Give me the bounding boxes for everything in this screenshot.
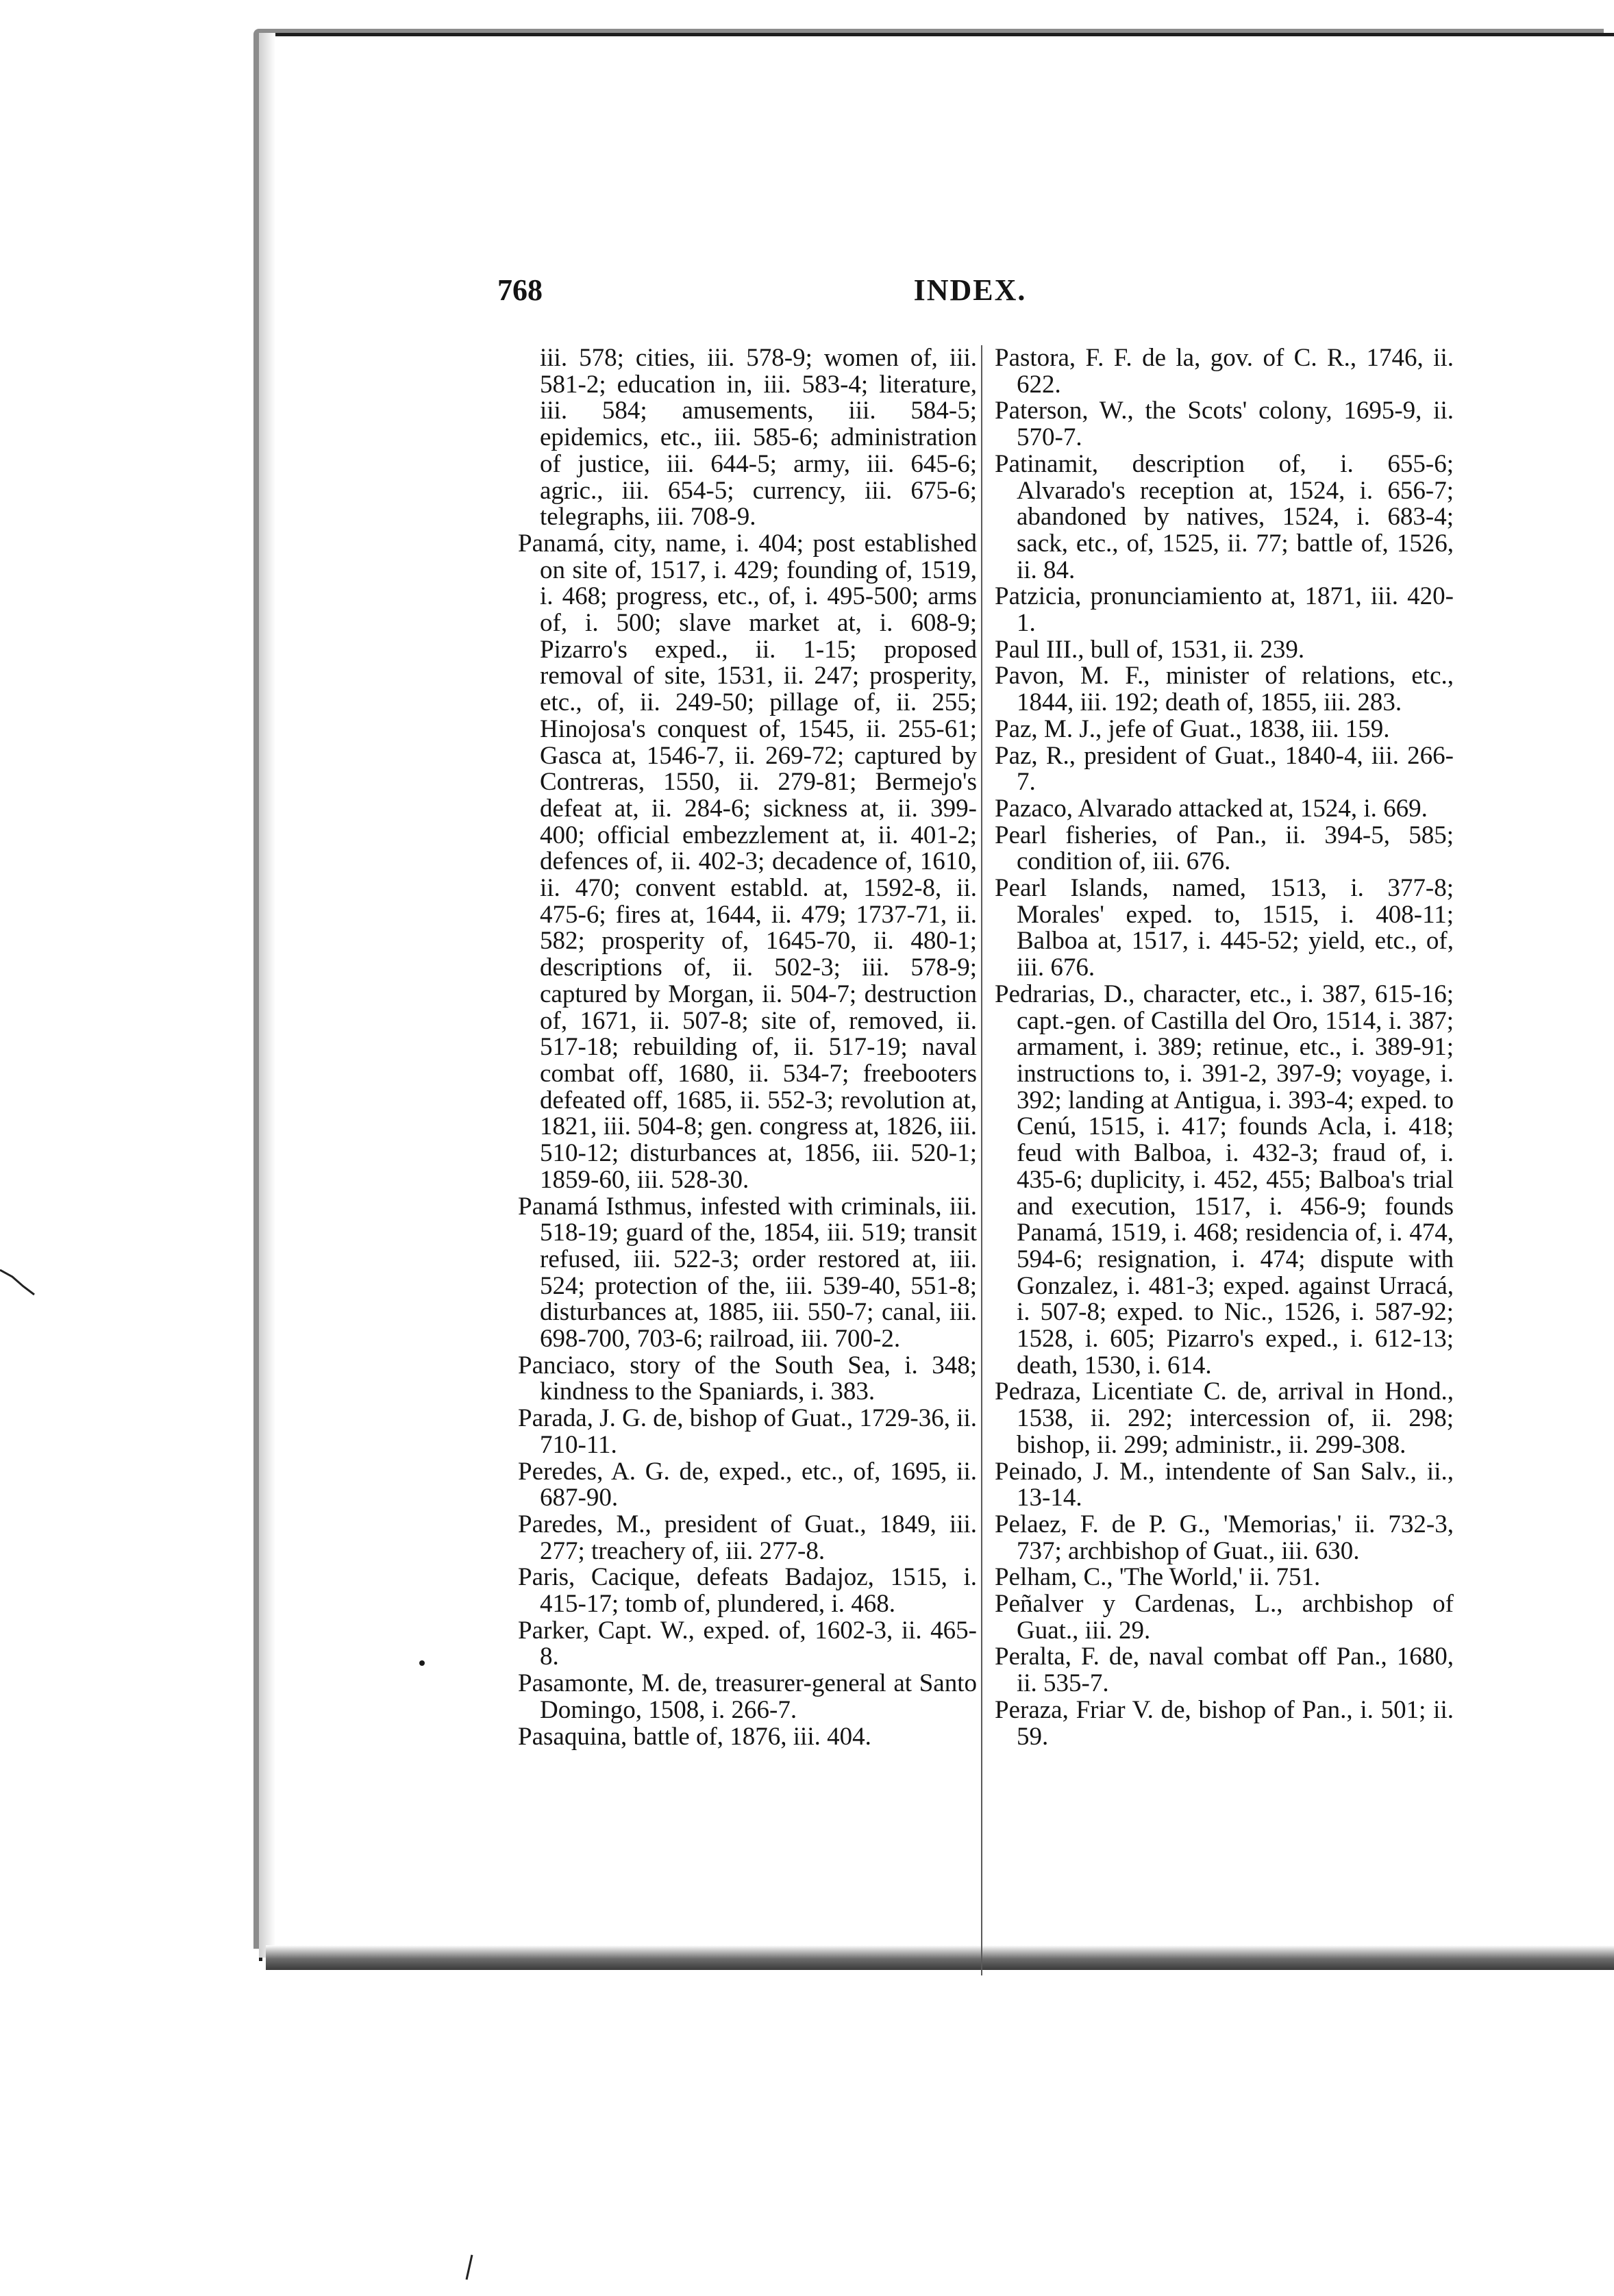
index-entry: Parker, Capt. W., exped. of, 1602-3, ii. 465-8. (518, 1616, 977, 1671)
index-entry: Paredes, M., president of Guat., 1849, iii. 277; treachery of, iii. 277-8. (518, 1510, 977, 1565)
index-entry: Paris, Cacique, defeats Badajoz, 1515, i. 415-17; tomb of, plundered, i. 468. (518, 1563, 977, 1619)
page-header (497, 273, 1443, 314)
index-entry: Peinado, J. M., intendente of San Salv., ii., 13-14. (995, 1457, 1454, 1512)
stray-mark-bottom (464, 2254, 474, 2281)
index-entry: Pedrarias, D., character, etc., i. 387, 615-16; capt.-gen. of Castilla del Oro, 1514, i. 387; armament, i. 389; retinue, etc., i. 389-91; instructions to, i. 391-2, 397-9; voyage, i. 392; landing at Antigua, i. 393-4; exped. to Cenú, 1515, i. 417; founds Acla, i. 418; feud with Balboa, i. 432-3; fraud of, i. 435-6; duplicity, i. 452, 455; Balboa's trial and execution, 1517, i. 456-9; founds Panamá, 1519, i. 468; residencia of, i. 474, 594-6; resignation, i. 474; dispute with Gonzalez, i. 481-3; exped. against Urracá, i. 507-8; exped. to Nic., 1526, i. 587-92; 1528, i. 605; Pizarro's exped., i. 612-13; death, 1530, i. 614. (995, 979, 1454, 1380)
index-column-left (518, 345, 977, 1750)
index-entry: Paz, R., president of Guat., 1840-4, iii. 266-7. (995, 741, 1454, 797)
stray-mark (0, 1269, 36, 1296)
index-entry: Panamá, city, name, i. 404; post established on site of, 1517, i. 429; founding of, 1519, i. 468; progress, etc., of, i. 495-500; arms of, i. 500; slave market at, i. 608-9; Pizarro's exped., ii. 1-15; proposed removal of site, 1531, ii. 247; prosperity, etc., of, ii. 249-50; pillage of, ii. 255; Hinojosa's conquest of, 1545, ii. 255-61; Gasca at, 1546-7, ii. 269-72; captured by Contreras, 1550, ii. 279-81; Bermejo's defeat at, ii. 284-6; sickness at, ii. 399-400; official embezzlement at, ii. 401-2; defences of, ii. 402-3; decadence of, 1610, ii. 470; convent establd. at, 1592-8, ii. 475-6; fires at, 1644, ii. 479; 1737-71, ii. 582; prosperity of, 1645-70, ii. 480-1; descriptions of, ii. 502-3; iii. 578-9; captured by Morgan, ii. 504-7; destruction of, 1671, ii. 507-8; site of, removed, ii. 517-18; rebuilding of, ii. 517-19; naval combat off, 1680, ii. 534-7; freebooters defeated off, 1685, ii. 552-3; revolution at, 1821, iii. 504-8; gen. congress at, 1826, iii. 510-12; disturbances at, 1856, iii. 520-1; 1859-60, iii. 528-30. (518, 529, 977, 1194)
index-entry: Paterson, W., the Scots' colony, 1695-9, ii. 570-7. (995, 397, 1454, 452)
index-entry: Pastora, F. F. de la, gov. of C. R., 1746, ii. 622. (995, 344, 1454, 399)
index-entry: Pelaez, F. de P. G., 'Memorias,' ii. 732-3, 737; archbishop of Guat., iii. 630. (995, 1510, 1454, 1565)
index-entry: Pavon, M. F., minister of relations, etc., 1844, iii. 192; death of, 1855, iii. 283. (995, 662, 1454, 717)
index-entry: Parada, J. G. de, bishop of Guat., 1729-36, ii. 710-11. (518, 1404, 978, 1459)
page-bottom-shadow (266, 1945, 1614, 1970)
index-entry: Paul III., bull of, 1531, ii. 239. (995, 635, 1305, 664)
ink-speck (419, 1660, 425, 1666)
index-entry: Paz, M. J., jefe of Guat., 1838, iii. 159. (995, 714, 1390, 743)
index-entry: Pasaquina, battle of, 1876, iii. 404. (518, 1722, 871, 1751)
index-entry: Pearl fisheries, of Pan., ii. 394-5, 585; condition of, iii. 676. (995, 821, 1454, 876)
index-entry: Panciaco, story of the South Sea, i. 348; kindness to the Spaniards, i. 383. (518, 1351, 977, 1406)
index-entry: Peredes, A. G. de, exped., etc., of, 1695, ii. 687-90. (518, 1457, 977, 1512)
index-entry: Pedraza, Licentiate C. de, arrival in Hond., 1538, ii. 292; intercession of, ii. 298; bishop, ii. 299; administr., ii. 299-308. (995, 1377, 1454, 1459)
index-entry: Pearl Islands, named, 1513, i. 377-8; Morales' exped. to, 1515, i. 408-11; Balboa at, 1517, i. 445-52; yield, etc., of, iii. 676. (995, 874, 1454, 982)
running-head: INDEX. (913, 273, 1027, 307)
index-entry: Peraza, Friar V. de, bishop of Pan., i. 501; ii. 59. (995, 1695, 1454, 1751)
index-entry: Peralta, F. de, naval combat off Pan., 1680, ii. 535-7. (995, 1643, 1454, 1698)
index-entry: Panamá Isthmus, infested with criminals, iii. 518-19; guard of the, 1854, iii. 519; transit refused, iii. 522-3; order restored at, iii. 524; protection of the, iii. 539-40, 551-8; disturbances at, 1885, iii. 550-7; canal, iii. 698-700, 703-6; railroad, iii. 700-2. (518, 1192, 977, 1353)
index-entry: Patinamit, description of, i. 655-6; Alvarado's reception at, 1524, i. 656-7; abandoned by natives, 1524, i. 683-4; sack, etc., of, 1525, ii. 77; battle of, 1526, ii. 84. (995, 449, 1454, 584)
index-entry: Pelham, C., 'The World,' ii. 751. (995, 1563, 1321, 1592)
index-column-right (995, 345, 1454, 1750)
index-entry: Pasamonte, M. de, treasurer-general at Santo Domingo, 1508, i. 266-7. (518, 1669, 977, 1724)
page-edge-shadow (259, 33, 275, 1958)
index-entry: Peñalver y Cardenas, L., archbishop of Guat., iii. 29. (995, 1590, 1454, 1645)
index-entry: Patzicia, pronunciamiento at, 1871, iii. 420-1. (995, 582, 1454, 638)
index-entry-continued: iii. 578; cities, iii. 578-9; women of, iii. 581-2; education in, iii. 583-4; literature, iii. 584; amusements, iii. 584-5; epidemics, etc., iii. 585-6; administration of justice, iii. 644-5; army, iii. 645-6; agric., iii. 654-5; currency, iii. 675-6; telegraphs, iii. 708-9. (540, 344, 977, 532)
page-number: 768 (497, 273, 543, 307)
index-entry: Pazaco, Alvarado attacked at, 1524, i. 669. (995, 794, 1428, 823)
column-divider (981, 345, 982, 1975)
